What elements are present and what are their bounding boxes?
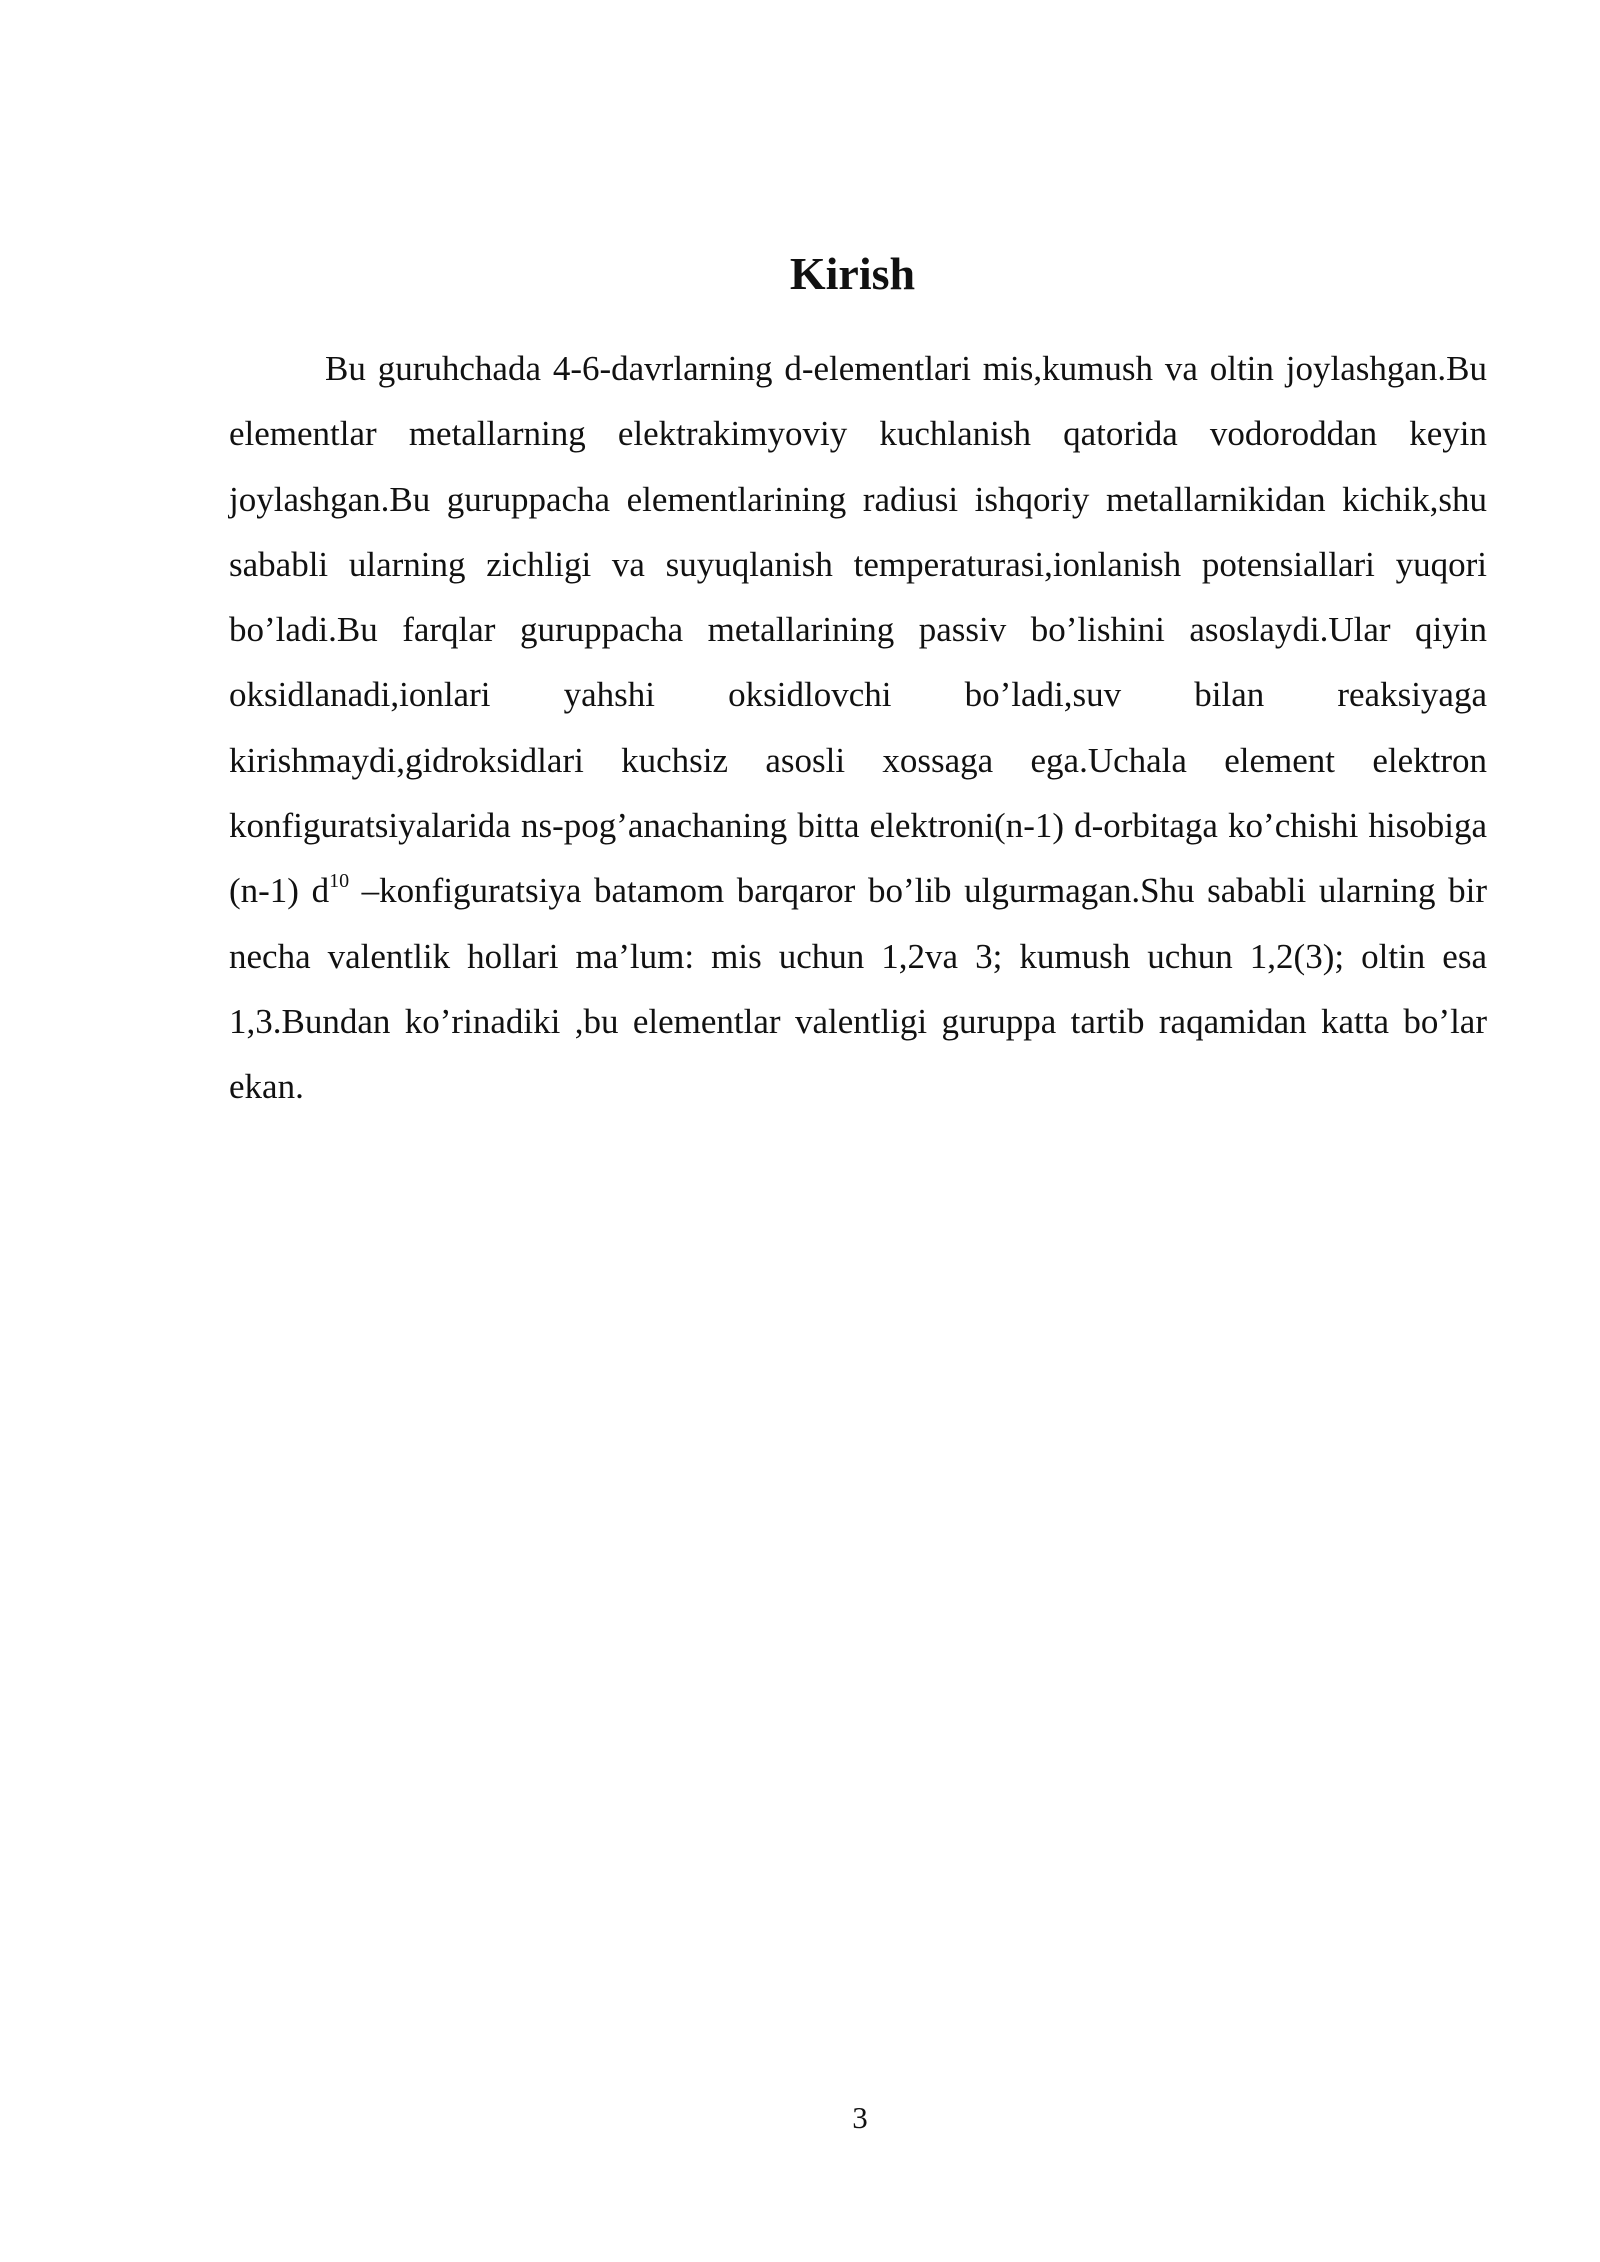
body-paragraph (229, 336, 1487, 1120)
page-number: 3 (852, 2100, 868, 2135)
paragraph-text-part-1: Bu guruhchada 4-6-davrlarning d-elementlari mis,kumush va oltin joylashgan.Bu elementlar metallarning elektrakimyoviy kuchlanish qatorida vodoroddan keyin joylashgan.Bu guruppacha elementlarining radiusi ishqoriy metallarnikidan kichik,shu sababli ularning zichligi va suyuqlanish temperaturasi,ionlanish potensiallari yuqori bo’ladi.Bu farqlar guruppacha metallarining passiv bo’lishini asoslaydi.Ular qiyin oksidlanadi,ionlari yahshi oksidlovchi bo’ladi,suv bilan reaksiyaga kirishmaydi,gidroksidlari kuchsiz asosli xossaga ega.Uchala element elektron konfiguratsiyalarida ns-pog’anachaning bitta elektroni(n-1) d-orbitaga ko’chishi hisobiga (n-1) d (229, 349, 1487, 911)
paragraph-text-part-2: –konfiguratsiya batamom barqaror bo’lib ulgurmagan.Shu sababli ularning bir necha valentlik hollari ma’lum: mis uchun 1,2va 3; kumush uchun 1,2(3); oltin esa 1,3.Bundan ko’rinadiki ,bu elementlar valentligi guruppa tartib raqamidan katta bo’lar ekan. (229, 871, 1487, 1107)
superscript-10: 10 (329, 870, 350, 893)
page-title: Kirish (789, 248, 916, 299)
